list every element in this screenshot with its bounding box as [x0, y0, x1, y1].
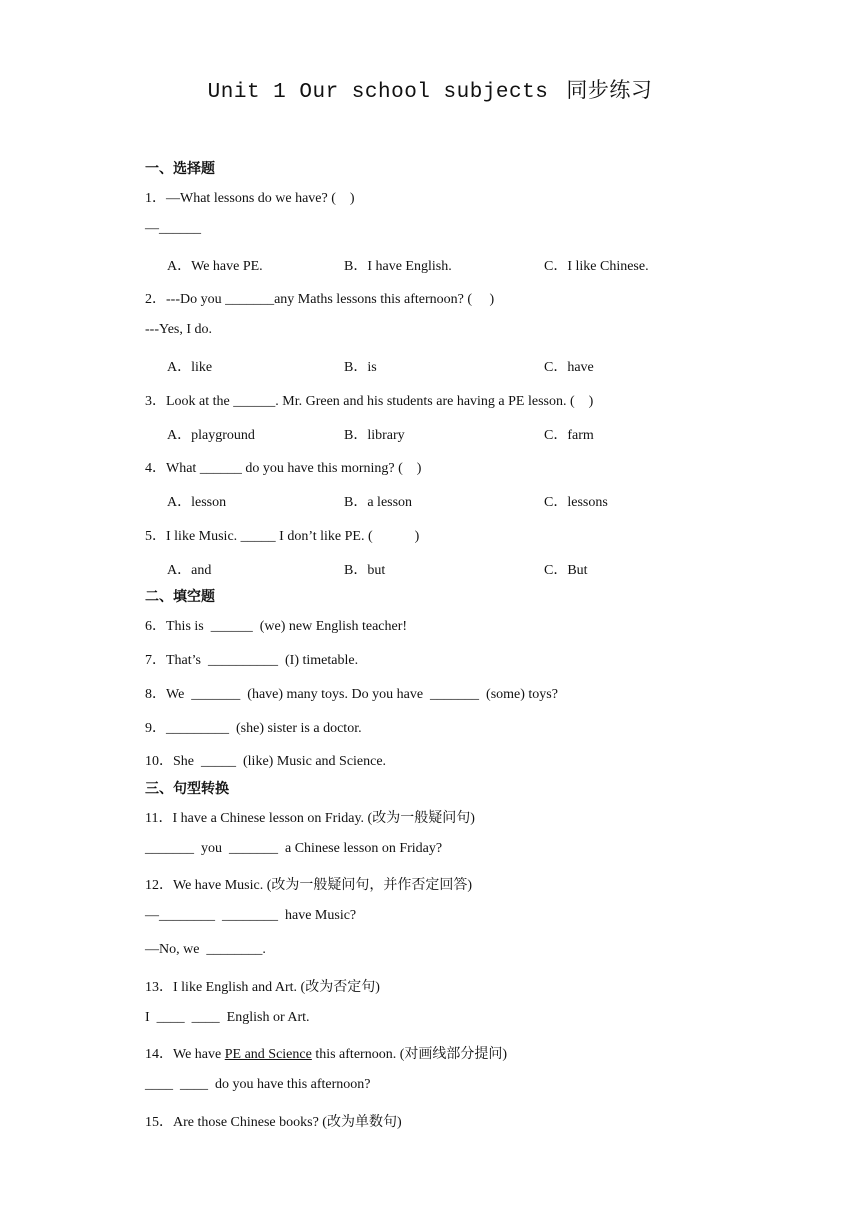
- question-1-option-b: B．I have English.: [344, 259, 452, 274]
- question-4-option-c: C．lessons: [544, 495, 608, 510]
- question-6: 6．This is ______ (we) new English teacher!: [145, 619, 408, 634]
- question-14-answer-line: ____ ____ do you have this afternoon?: [145, 1077, 371, 1092]
- section-heading-sentence-transform: 三、句型转换: [145, 781, 229, 797]
- question-2-reply: ---Yes, I do.: [145, 322, 213, 337]
- question-3-option-c: C．farm: [544, 428, 594, 443]
- section-heading-choice: 一、选择题: [145, 161, 215, 177]
- question-1-stem: 1．—What lessons do we have? ( ): [145, 191, 355, 206]
- question-12-answer-line-2: —No, we ________.: [145, 942, 266, 957]
- question-5-option-b: B．but: [344, 563, 386, 578]
- question-3-stem: 3．Look at the ______. Mr. Green and his students are having a PE lesson. ( ): [145, 394, 594, 409]
- section-heading-fill-in: 二、填空题: [145, 589, 215, 605]
- question-4-option-b: B．a lesson: [344, 495, 413, 510]
- question-4-stem: 4．What ______ do you have this morning? ( ): [145, 461, 422, 476]
- question-12-answer-line-1: —________ ________ have Music?: [145, 908, 357, 923]
- question-2-option-b: B．is: [344, 360, 377, 375]
- question-13-answer-line: I ____ ____ English or Art.: [145, 1010, 310, 1025]
- question-4-option-a: A．lesson: [167, 495, 227, 510]
- question-5-option-a: A．and: [167, 563, 212, 578]
- question-1-option-a: A．We have PE.: [167, 259, 263, 274]
- question-2-option-a: A．like: [167, 360, 213, 375]
- question-2-stem: 2．---Do you _______any Maths lessons this afternoon? ( ): [145, 292, 495, 307]
- question-3-option-a: A．playground: [167, 428, 255, 443]
- question-14-stem: [145, 1043, 507, 1063]
- question-9: 9．_________ (she) sister is a doctor.: [145, 721, 362, 736]
- question-1-answer-blank: —______: [145, 221, 201, 236]
- question-11-answer-line: _______ you _______ a Chinese lesson on Friday?: [145, 841, 443, 856]
- question-11-stem: 11．I have a Chinese lesson on Friday. (改为一般疑问句): [145, 811, 475, 826]
- question-2-option-c: C．have: [544, 360, 594, 375]
- page-title: [0, 74, 860, 104]
- question-1-option-c: C．I like Chinese.: [544, 259, 649, 274]
- title-chinese: 同步练习: [566, 78, 653, 102]
- question-15-stem: 15．Are those Chinese books? (改为单数句): [145, 1115, 402, 1130]
- question-3-option-b: B．library: [344, 428, 405, 443]
- question-5-stem: 5．I like Music. _____ I don’t like PE. ( ): [145, 529, 420, 544]
- question-12-stem: 12．We have Music. (改为一般疑问句，并作否定回答): [145, 878, 473, 893]
- question-8: 8．We _______ (have) many toys. Do you have _______ (some) toys?: [145, 687, 558, 702]
- question-13-stem: 13．I like English and Art. (改为否定句): [145, 980, 380, 995]
- question-14-stem-pre: 14．We have: [145, 1047, 225, 1062]
- question-14-stem-post: this afternoon. (对画线部分提问): [311, 1047, 508, 1062]
- title-english: Unit 1 Our school subjects: [207, 81, 549, 104]
- question-7: 7．That’s __________ (I) timetable.: [145, 653, 359, 668]
- question-14-underlined-phrase: PE and Science: [224, 1047, 312, 1062]
- question-10: 10．She _____ (like) Music and Science.: [145, 754, 387, 769]
- question-5-option-c: C．But: [544, 563, 588, 578]
